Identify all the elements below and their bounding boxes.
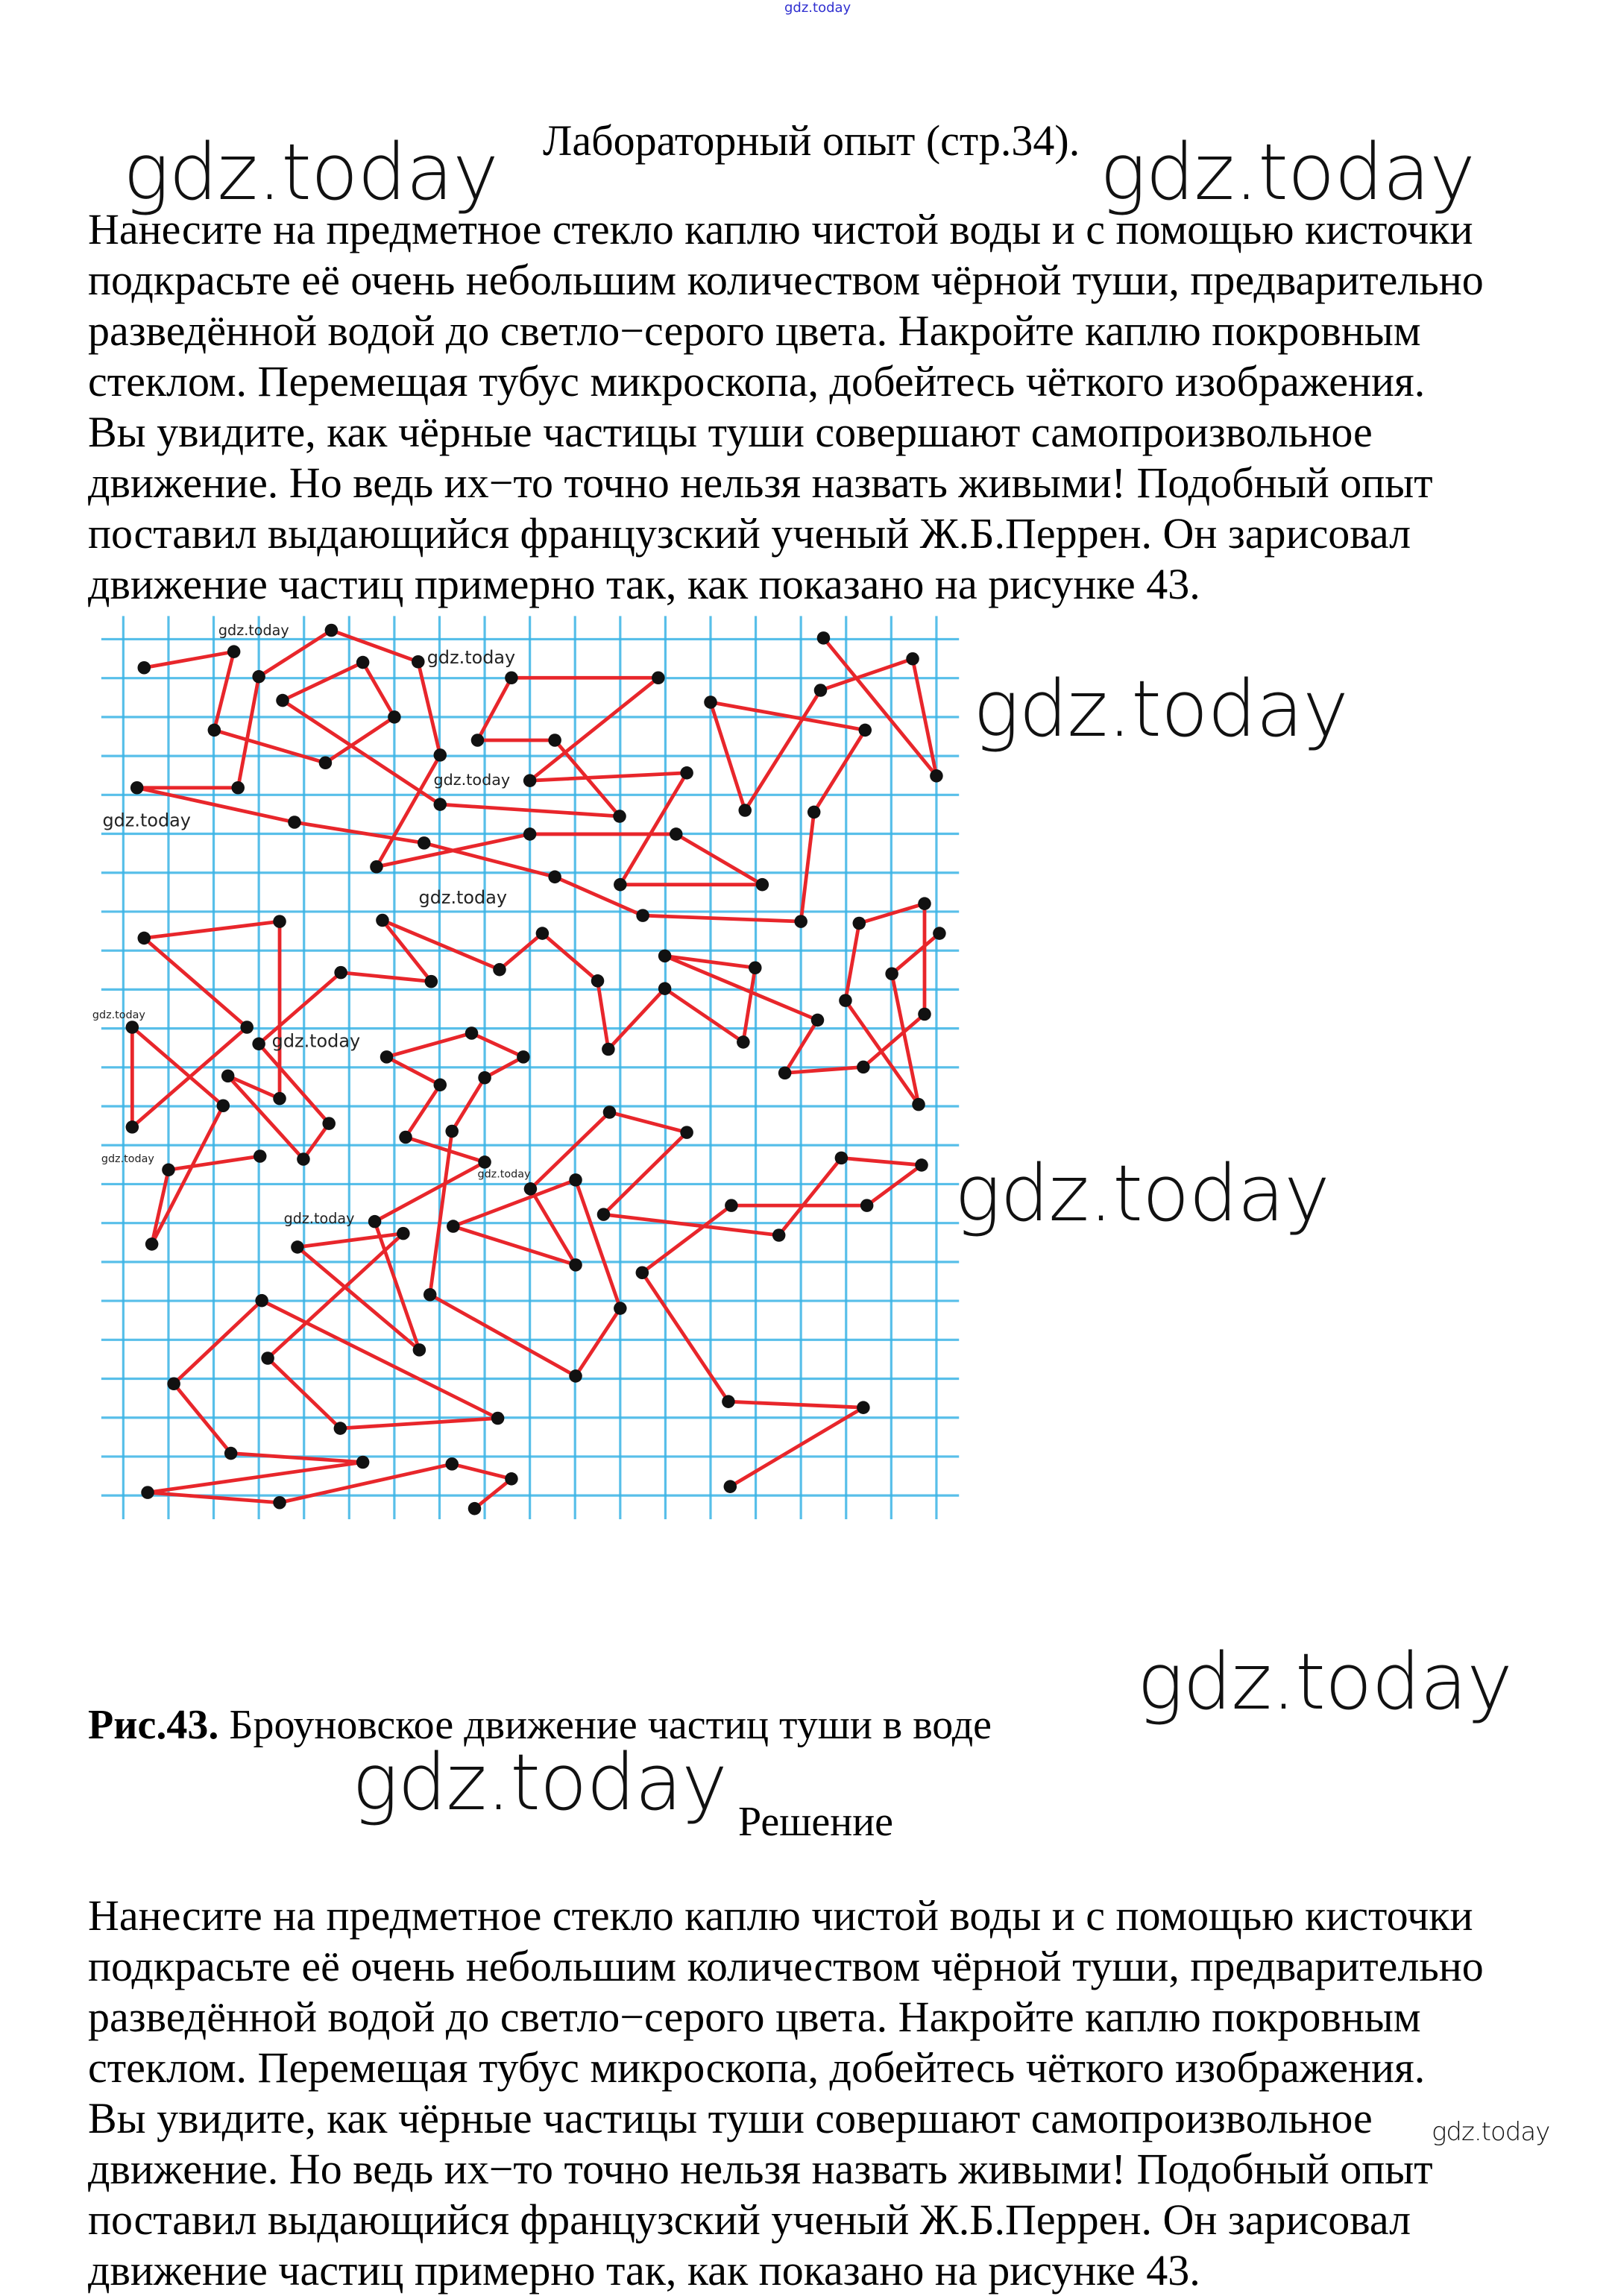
particle-position-dot xyxy=(858,724,872,737)
particle-position-dot xyxy=(412,655,425,669)
particle-position-dot xyxy=(434,1079,447,1092)
particle-position-dot xyxy=(918,897,931,910)
particle-position-dot xyxy=(814,684,828,697)
particle-position-dot xyxy=(918,1008,931,1021)
watermark: gdz.today xyxy=(102,810,191,831)
watermark: gdz.today xyxy=(1432,2117,1550,2147)
particle-position-dot xyxy=(915,1158,928,1172)
text-line: Вы увидите, как чёрные частицы туши совершают самопроизвольное xyxy=(88,408,1373,456)
figure-label: Рис.43. xyxy=(88,1702,219,1748)
watermark: gdz.today xyxy=(433,770,511,789)
text-line: движение частиц примерно так, как показано на рисунке 43. xyxy=(88,2246,1200,2295)
particle-position-dot xyxy=(523,774,537,787)
particle-position-dot xyxy=(445,1125,459,1138)
text-line: Вы увидите, как чёрные частицы туши совершают самопроизвольное xyxy=(88,2094,1373,2142)
particle-position-dot xyxy=(162,1164,175,1177)
particle-position-dot xyxy=(434,798,447,811)
particle-position-dot xyxy=(273,1092,286,1106)
particle-position-dot xyxy=(906,652,919,666)
watermark: gdz.today xyxy=(418,887,508,909)
particle-position-dot xyxy=(704,696,717,709)
particle-position-dot xyxy=(261,1352,274,1365)
watermark: gdz.today xyxy=(283,1210,355,1228)
particle-position-dot xyxy=(857,1061,870,1074)
particle-position-dot xyxy=(334,966,347,980)
particle-position-dot xyxy=(857,1401,870,1414)
watermark: gdz.today xyxy=(92,1009,145,1022)
watermark: gdz.today xyxy=(954,1148,1329,1239)
particle-position-dot xyxy=(445,1457,459,1471)
particle-position-dot xyxy=(478,1155,491,1169)
particle-position-dot xyxy=(368,1215,382,1229)
watermark: gdz.today xyxy=(426,647,516,669)
particle-position-dot xyxy=(778,1067,792,1080)
particle-position-dot xyxy=(614,878,627,892)
particle-position-dot xyxy=(424,1288,437,1302)
particle-position-dot xyxy=(399,1131,412,1144)
particle-position-dot xyxy=(652,672,665,685)
brownian-motion-figure xyxy=(75,611,1007,1692)
watermark: gdz.today xyxy=(271,1030,361,1052)
particle-position-dot xyxy=(724,1480,737,1493)
particle-position-dot xyxy=(772,1229,786,1242)
particle-position-dot xyxy=(276,694,289,707)
particle-position-dot xyxy=(297,1152,310,1166)
particle-position-dot xyxy=(145,1237,159,1251)
text-line: разведённой водой до светло−серого цвета. Накройте каплю покровным xyxy=(88,306,1421,355)
particle-position-dot xyxy=(319,757,333,770)
watermark: gdz.today xyxy=(973,663,1348,754)
particle-position-dot xyxy=(807,806,821,819)
particle-position-dot xyxy=(491,1412,505,1425)
particle-position-dot xyxy=(597,1208,611,1221)
particle-position-dot xyxy=(569,1258,582,1272)
text-line: поставил выдающийся французский ученый Ж.Б.Перрен. Он зарисовал xyxy=(88,2195,1411,2244)
particle-position-dot xyxy=(749,962,762,975)
particle-position-dot xyxy=(376,914,389,927)
particle-position-dot xyxy=(447,1220,460,1233)
watermark: gdz.today xyxy=(477,1168,531,1181)
particle-position-dot xyxy=(835,1152,848,1165)
particle-position-dot xyxy=(322,1117,336,1130)
particle-position-dot xyxy=(425,975,438,988)
particle-position-dot xyxy=(255,1294,268,1308)
text-line: стеклом. Перемещая тубус микроскопа, добейтесь чёткого изображения. xyxy=(88,2043,1426,2092)
particle-position-dot xyxy=(505,672,518,685)
particle-position-dot xyxy=(397,1227,410,1240)
text-line: Нанесите на предметное стекло каплю чистой воды и с помощью кисточки xyxy=(88,205,1473,253)
particle-position-dot xyxy=(602,1043,615,1056)
particle-position-dot xyxy=(523,827,537,841)
particle-position-dot xyxy=(860,1199,874,1212)
particle-position-dot xyxy=(356,656,370,669)
particle-position-dot xyxy=(208,724,221,737)
page-title: Лабораторный опыт (стр.34). xyxy=(543,116,1080,165)
text-line: разведённой водой до светло−серого цвета. Накройте каплю покровным xyxy=(88,1993,1421,2041)
particle-position-dot xyxy=(138,661,151,675)
particle-position-dot xyxy=(933,927,946,940)
text-line: поставил выдающийся французский ученый Ж.Б.Перрен. Он зарисовал xyxy=(88,509,1411,558)
watermark: gdz.today xyxy=(1100,127,1475,218)
particle-position-dot xyxy=(603,1106,617,1119)
particle-position-dot xyxy=(388,710,401,724)
text-line: движение. Но ведь их−то точно нельзя назвать живыми! Подобный опыт xyxy=(88,2145,1433,2193)
particle-position-dot xyxy=(636,1266,649,1279)
text-line: Нанесите на предметное стекло каплю чистой воды и с помощью кисточки xyxy=(88,1891,1473,1940)
particle-position-dot xyxy=(636,909,649,922)
figure-caption-text: Броуновское движение частиц туши в воде xyxy=(229,1702,992,1748)
particle-position-dot xyxy=(138,932,151,945)
particle-position-dot xyxy=(291,1240,304,1254)
particle-position-dot xyxy=(217,1099,230,1112)
particle-position-dot xyxy=(273,1496,286,1510)
text-line: стеклом. Перемещая тубус микроскопа, добейтесь чёткого изображения. xyxy=(88,357,1426,406)
particle-position-dot xyxy=(167,1378,180,1391)
particle-position-dot xyxy=(130,781,144,795)
particle-position-dot xyxy=(680,766,693,780)
particle-position-dot xyxy=(756,878,769,892)
particle-position-dot xyxy=(252,670,265,684)
particle-position-dot xyxy=(658,950,672,963)
watermark: gdz.today xyxy=(352,1737,727,1828)
particle-position-dot xyxy=(273,915,286,928)
particle-position-dot xyxy=(126,1021,139,1034)
particle-position-dot xyxy=(725,1199,738,1212)
particle-position-dot xyxy=(722,1395,735,1408)
particle-position-dot xyxy=(738,804,752,817)
particle-position-dot xyxy=(334,1422,347,1435)
particle-position-dot xyxy=(548,871,561,884)
particle-position-dot xyxy=(670,827,683,841)
particle-position-dot xyxy=(434,748,447,762)
particle-position-dot xyxy=(221,1070,235,1083)
watermark-top: gdz.today xyxy=(784,0,851,16)
watermark: gdz.today xyxy=(101,1152,154,1165)
particle-position-dot xyxy=(325,624,339,637)
particle-position-dot xyxy=(468,1502,482,1516)
particle-position-dot xyxy=(380,1050,394,1064)
particle-position-dot xyxy=(465,1026,479,1040)
particle-position-dot xyxy=(839,994,852,1007)
particle-position-dot xyxy=(517,1050,530,1064)
particle-position-dot xyxy=(912,1098,925,1111)
particle-position-dot xyxy=(240,1021,254,1034)
text-line: подкрасьте её очень небольшим количеством чёрной туши, предварительно xyxy=(88,256,1484,304)
particle-position-dot xyxy=(794,915,807,928)
particle-position-dot xyxy=(252,1038,265,1051)
particle-position-dot xyxy=(254,1149,267,1163)
particle-position-dot xyxy=(418,836,431,850)
text-line: движение. Но ведь их−то точно нельзя назвать живыми! Подобный опыт xyxy=(88,458,1433,507)
watermark: gdz.today xyxy=(1137,1636,1512,1727)
watermark: gdz.today xyxy=(218,621,289,639)
particle-position-dot xyxy=(614,1302,627,1315)
particle-position-dot xyxy=(853,917,866,930)
particle-position-dot xyxy=(478,1071,491,1085)
particle-position-dot xyxy=(591,974,605,988)
particle-position-dot xyxy=(141,1486,154,1499)
particle-position-dot xyxy=(885,967,898,980)
particle-position-dot xyxy=(737,1035,750,1049)
particle-position-dot xyxy=(126,1120,139,1134)
particle-position-dot xyxy=(370,860,383,874)
particle-position-dot xyxy=(536,927,550,940)
particle-position-dot xyxy=(680,1126,693,1139)
particle-position-dot xyxy=(930,769,943,783)
text-line: движение частиц примерно так, как показано на рисунке 43. xyxy=(88,560,1200,608)
particle-position-dot xyxy=(413,1343,426,1357)
particle-position-dot xyxy=(224,1447,238,1460)
particle-position-dot xyxy=(288,816,301,829)
text-line: подкрасьте её очень небольшим количеством чёрной туши, предварительно xyxy=(88,1942,1484,1990)
solution-heading: Решение xyxy=(738,1799,894,1845)
watermark: gdz.today xyxy=(123,127,498,218)
particle-position-dot xyxy=(569,1369,582,1383)
particle-position-dot xyxy=(548,734,561,747)
particle-position-dot xyxy=(227,645,241,658)
particle-position-dot xyxy=(817,631,831,645)
particle-position-dot xyxy=(524,1182,538,1196)
particle-position-dot xyxy=(505,1472,518,1486)
particle-position-dot xyxy=(231,781,245,795)
particle-position-dot xyxy=(658,982,672,995)
particle-position-dot xyxy=(569,1173,582,1187)
particle-position-dot xyxy=(613,810,626,823)
particle-position-dot xyxy=(811,1014,825,1027)
particle-position-dot xyxy=(471,734,485,747)
particle-position-dot xyxy=(493,963,506,977)
particle-position-dot xyxy=(356,1456,370,1469)
